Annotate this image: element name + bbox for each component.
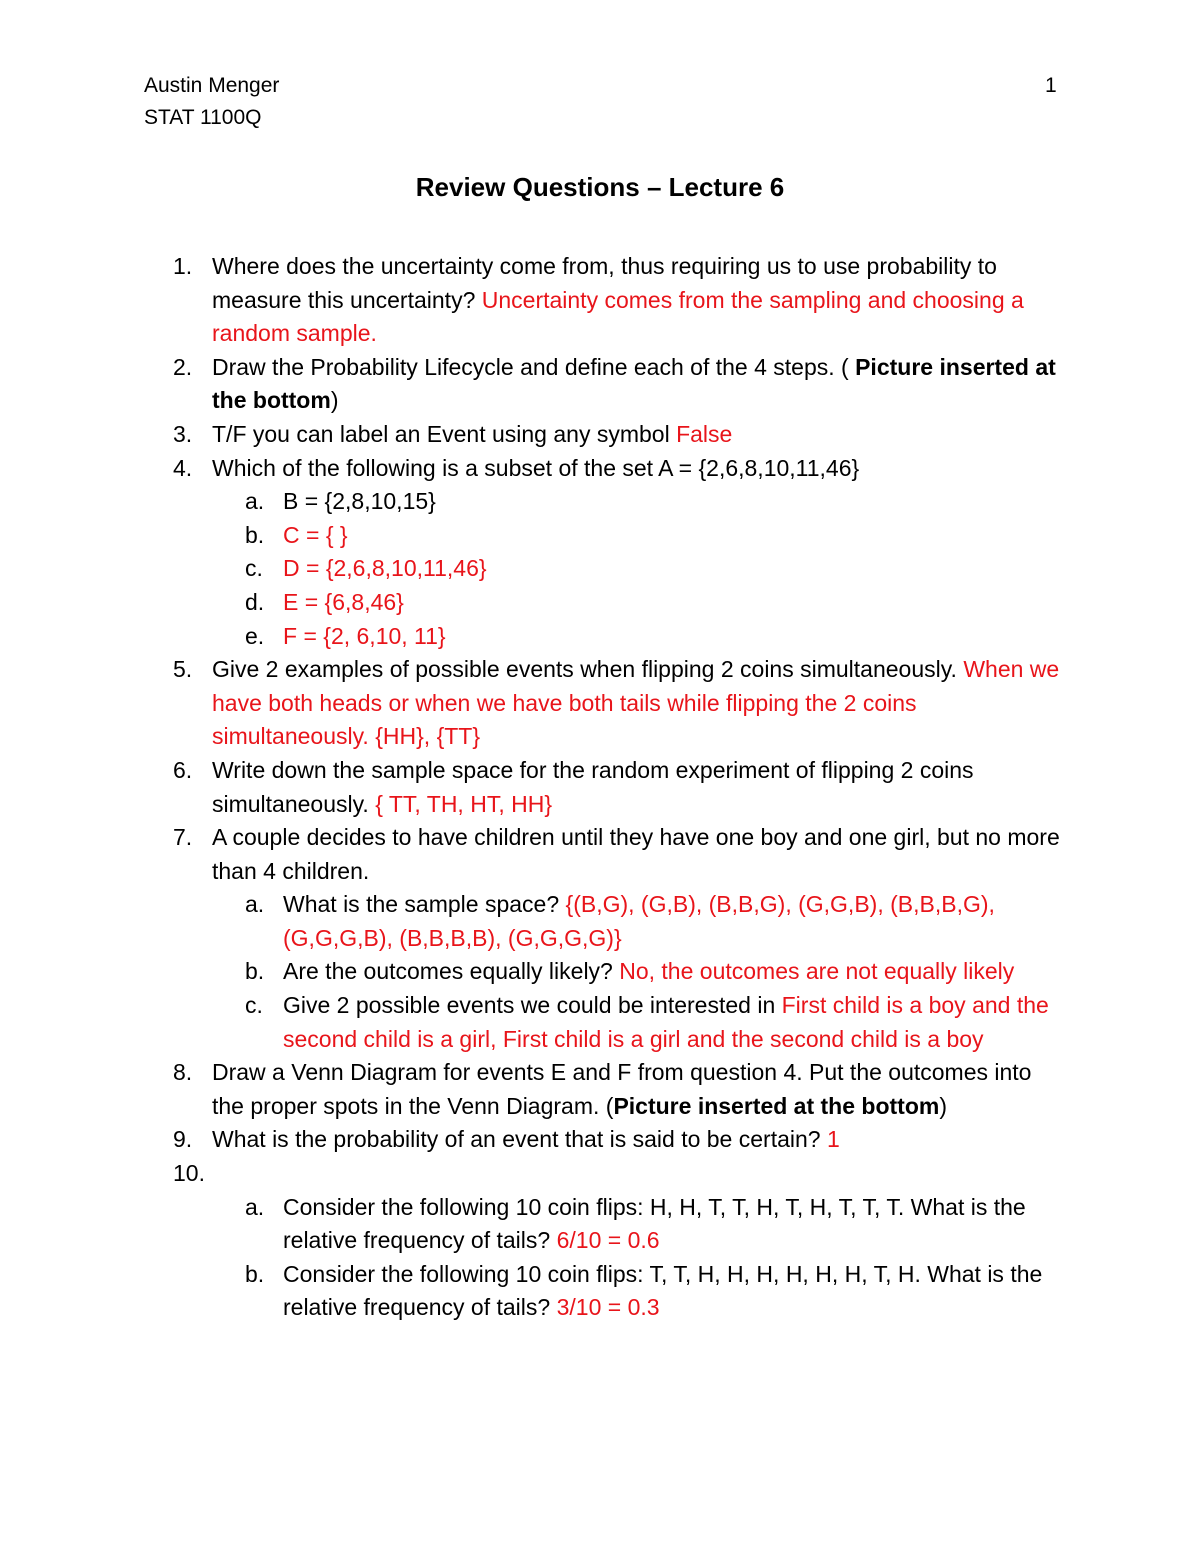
question-number: 5.	[173, 656, 193, 683]
question-10	[0, 1157, 1023, 1191]
question-7	[0, 821, 1062, 888]
option-letter: e.	[245, 622, 265, 649]
answer-text: 3/10 = 0.3	[556, 1294, 660, 1321]
question-text: A couple decides to have children until they have one boy and one girl, but no more than 4 children.	[212, 824, 1060, 884]
sub-question	[0, 1258, 1063, 1325]
option-letter: a.	[245, 488, 265, 515]
answer-text: Uncertainty comes from the sampling and choosing a random sample.	[212, 286, 1024, 347]
option-text: C = { }	[283, 521, 348, 548]
option-item	[0, 620, 1063, 654]
sub-question	[0, 955, 1063, 989]
question-3	[0, 418, 1062, 452]
sub-question	[0, 888, 1063, 955]
option-item	[0, 586, 1063, 620]
option-text: D = {2,6,8,10,11,46}	[283, 555, 487, 582]
question-1	[0, 250, 1062, 351]
question-4	[0, 452, 1062, 486]
question-6	[0, 754, 1062, 821]
question-number: 2.	[173, 353, 193, 380]
sub-question-text: What is the sample space?	[283, 891, 560, 918]
question-number: 3.	[173, 420, 193, 447]
question-text: Where does the uncertainty come from, thus requiring us to use probability to measure this uncertainty?	[212, 253, 997, 313]
question-number: 10.	[173, 1160, 205, 1187]
sub-question-letter: b.	[245, 958, 265, 985]
option-letter: c.	[245, 555, 263, 582]
question-8	[0, 1056, 1062, 1123]
answer-text: 6/10 = 0.6	[556, 1227, 660, 1254]
question-text: What is the probability of an event that is said to be certain?	[212, 1126, 821, 1153]
sub-question-letter: c.	[245, 992, 263, 1019]
author-name: Austin Menger	[144, 74, 280, 97]
closing-paren: )	[939, 1092, 947, 1119]
option-item	[0, 485, 1063, 519]
question-number: 8.	[173, 1059, 193, 1086]
page-number: 1	[1045, 74, 1057, 97]
picture-note: Picture inserted at the bottom	[613, 1092, 940, 1119]
question-text: Draw a Venn Diagram for events E and F from question 4. Put the outcomes into the proper spots in the Venn Diagram. (	[212, 1059, 1032, 1119]
sub-question-letter: a.	[245, 1193, 265, 1220]
sub-question-text: Give 2 possible events we could be interested in	[283, 992, 776, 1019]
question-number: 6.	[173, 756, 193, 783]
question-5	[0, 653, 1062, 754]
option-letter: b.	[245, 521, 265, 548]
answer-text: When we have both heads or when we have both tails while flipping the 2 coins simultaneously. {HH}, {TT}	[212, 656, 1060, 750]
question-text: Which of the following is a subset of the set A = {2,6,8,10,11,46}	[212, 454, 860, 481]
sub-question-text: Consider the following 10 coin flips: T, T, H, H, H, H, H, H, T, H. What is the relative frequency of tails?	[283, 1260, 1043, 1321]
sub-question-text: Consider the following 10 coin flips: H, H, T, T, H, T, H, T, T, T. What is the relative frequency of tails?	[283, 1193, 1026, 1254]
question-list	[0, 250, 1200, 1325]
question-text: Draw the Probability Lifecycle and define each of the 4 steps. (	[212, 353, 849, 380]
option-text: F = {2, 6,10, 11}	[283, 622, 446, 649]
option-item	[0, 519, 1063, 553]
question-number: 1.	[173, 253, 193, 279]
option-text: E = {6,8,46}	[283, 588, 404, 615]
question-number: 9.	[173, 1126, 193, 1153]
option-text: B = {2,8,10,15}	[283, 488, 436, 515]
question-text: T/F you can label an Event using any symbol	[212, 420, 670, 447]
answer-text: { TT, TH, HT, HH}	[375, 790, 553, 817]
question-number: 7.	[173, 824, 193, 851]
closing-paren: )	[330, 387, 339, 414]
picture-note: Picture inserted at the bottom	[212, 353, 1056, 414]
page-title: Review Questions – Lecture 6	[415, 172, 785, 202]
answer-text: No, the outcomes are not equally likely	[619, 958, 1015, 985]
sub-question-letter: a.	[245, 891, 265, 918]
answer-text: False	[676, 420, 733, 447]
sub-question-text: Are the outcomes equally likely?	[283, 958, 613, 985]
answer-text: 1	[826, 1126, 840, 1153]
answer-text: {(B,G), (G,B), (B,B,G), (G,G,B), (B,B,B,G), (G,G,G,B), (B,B,B,B), (G,G,G,G)}	[283, 891, 995, 951]
question-9	[0, 1123, 1062, 1157]
question-text: Write down the sample space for the random experiment of flipping 2 coins simultaneously.	[212, 756, 974, 817]
sub-question-letter: b.	[245, 1260, 265, 1287]
question-2	[0, 351, 1062, 418]
option-item	[0, 552, 1063, 586]
question-text: Give 2 examples of possible events when flipping 2 coins simultaneously.	[212, 656, 957, 683]
course-code: STAT 1100Q	[144, 106, 262, 129]
sub-question	[0, 989, 1063, 1056]
answer-text: First child is a boy and the second child is a girl, First child is a girl and the second child is a boy	[283, 992, 1049, 1052]
question-number: 4.	[173, 454, 193, 481]
sub-question	[0, 1191, 1063, 1258]
option-letter: d.	[245, 588, 265, 615]
